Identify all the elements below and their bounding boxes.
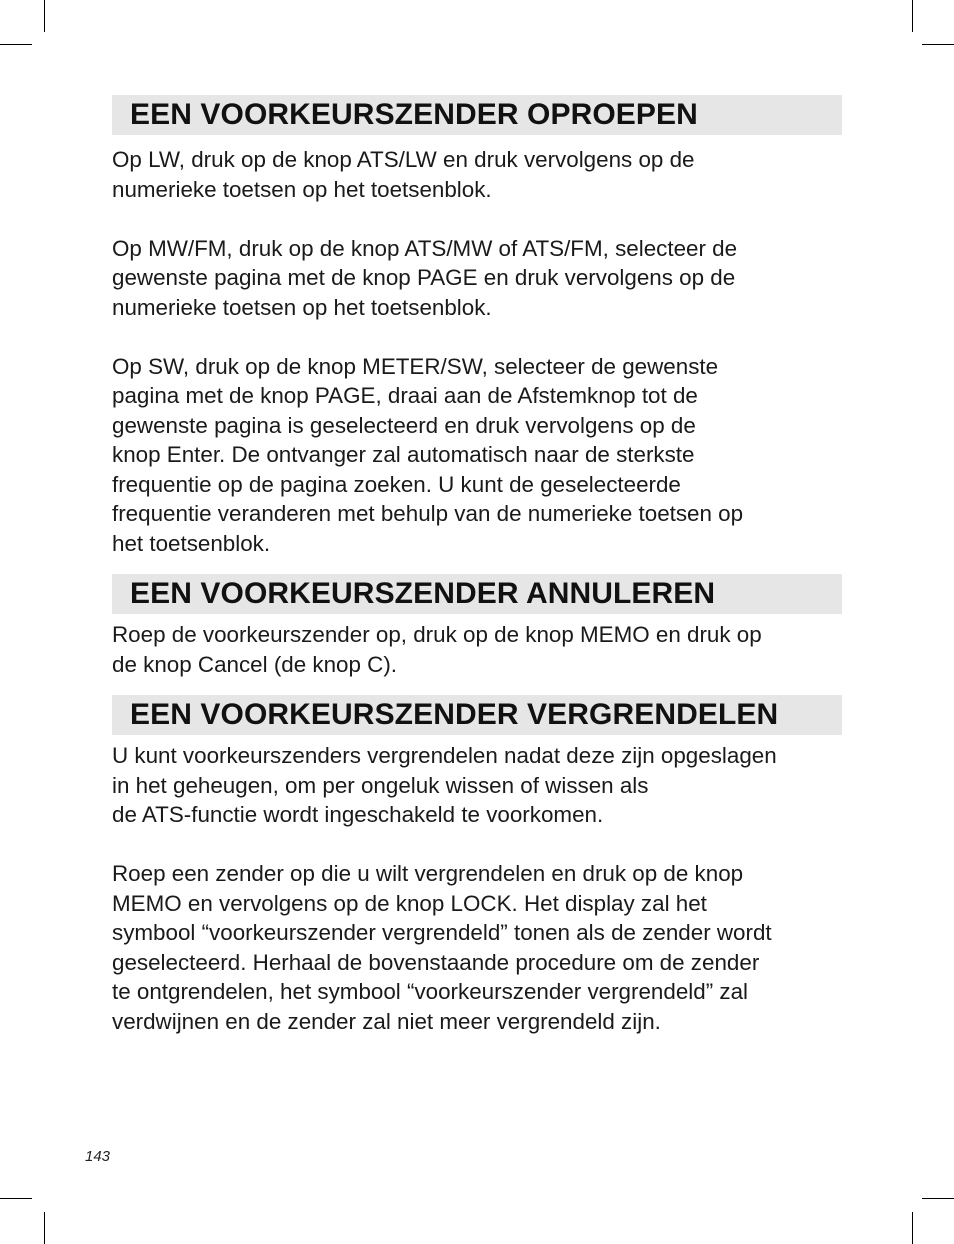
section-preset-lock [112, 695, 842, 1036]
section-title-preset-recall: EEN VOORKEURSZENDER OPROEPEN [112, 95, 842, 135]
section-title-preset-lock: EEN VOORKEURSZENDER VERGRENDELEN [112, 695, 842, 735]
section-title-preset-cancel: EEN VOORKEURSZENDER ANNULEREN [112, 574, 842, 614]
crop-mark-top-left-horizontal [0, 44, 32, 45]
paragraph-recall-sw: Op SW, druk op de knop METER/SW, selecteer de gewenste pagina met de knop PAGE, draai aan de Afstemknop tot de gewenste pagina is geselecteerd en druk vervolgens op de knop Enter. De ontvanger zal automatisch naar de sterkste frequentie op de pagina zoeken. U kunt de geselecteerde frequentie veranderen met behulp van de numerieke toetsen op het toetsenblok. [112, 353, 744, 556]
page-number: 143 [85, 1148, 111, 1165]
crop-mark-bottom-left-vertical [44, 1212, 45, 1244]
paragraph-recall-lw: Op LW, druk op de knop ATS/LW en druk vervolgens op de numerieke toetsen op het toetsenblok. [112, 147, 695, 202]
crop-mark-bottom-right-vertical [912, 1212, 913, 1244]
crop-mark-top-right-vertical [912, 0, 913, 32]
paragraph-lock-intro: U kunt voorkeurszenders vergrendelen nadat deze zijn opgeslagen in het geheugen, om per ongeluk wissen of wissen als de ATS-functie wordt ingeschakeld te voorkomen. [112, 743, 777, 827]
section-preset-cancel [112, 574, 842, 679]
paragraph-cancel: Roep de voorkeurszender op, druk op de knop MEMO en druk op de knop Cancel (de knop C). [112, 622, 762, 677]
crop-mark-bottom-left-horizontal [0, 1198, 32, 1199]
crop-mark-top-left-vertical [44, 0, 45, 32]
paragraph-recall-mw-fm: Op MW/FM, druk op de knop ATS/MW of ATS/FM, selecteer de gewenste pagina met de knop PAGE en druk vervolgens op de numerieke toetsen op het toetsenblok. [112, 235, 738, 320]
paragraph-lock-procedure: Roep een zender op die u wilt vergrendelen en druk op de knop MEMO en vervolgens op de knop LOCK. Het display zal het symbool “voorkeurszender vergrendeld” tonen als de zender wordt geselecteerd. Herhaal de bovenstaande procedure om de zender te ontgrendelen, het symbool “voorkeurszender vergrendeld” zal verdwijnen en de zender zal niet meer vergrendeld zijn. [112, 861, 772, 1034]
crop-mark-top-right-horizontal [922, 44, 954, 45]
crop-mark-bottom-right-horizontal [922, 1198, 954, 1199]
section-preset-recall [112, 95, 842, 558]
page-content [112, 95, 842, 1036]
